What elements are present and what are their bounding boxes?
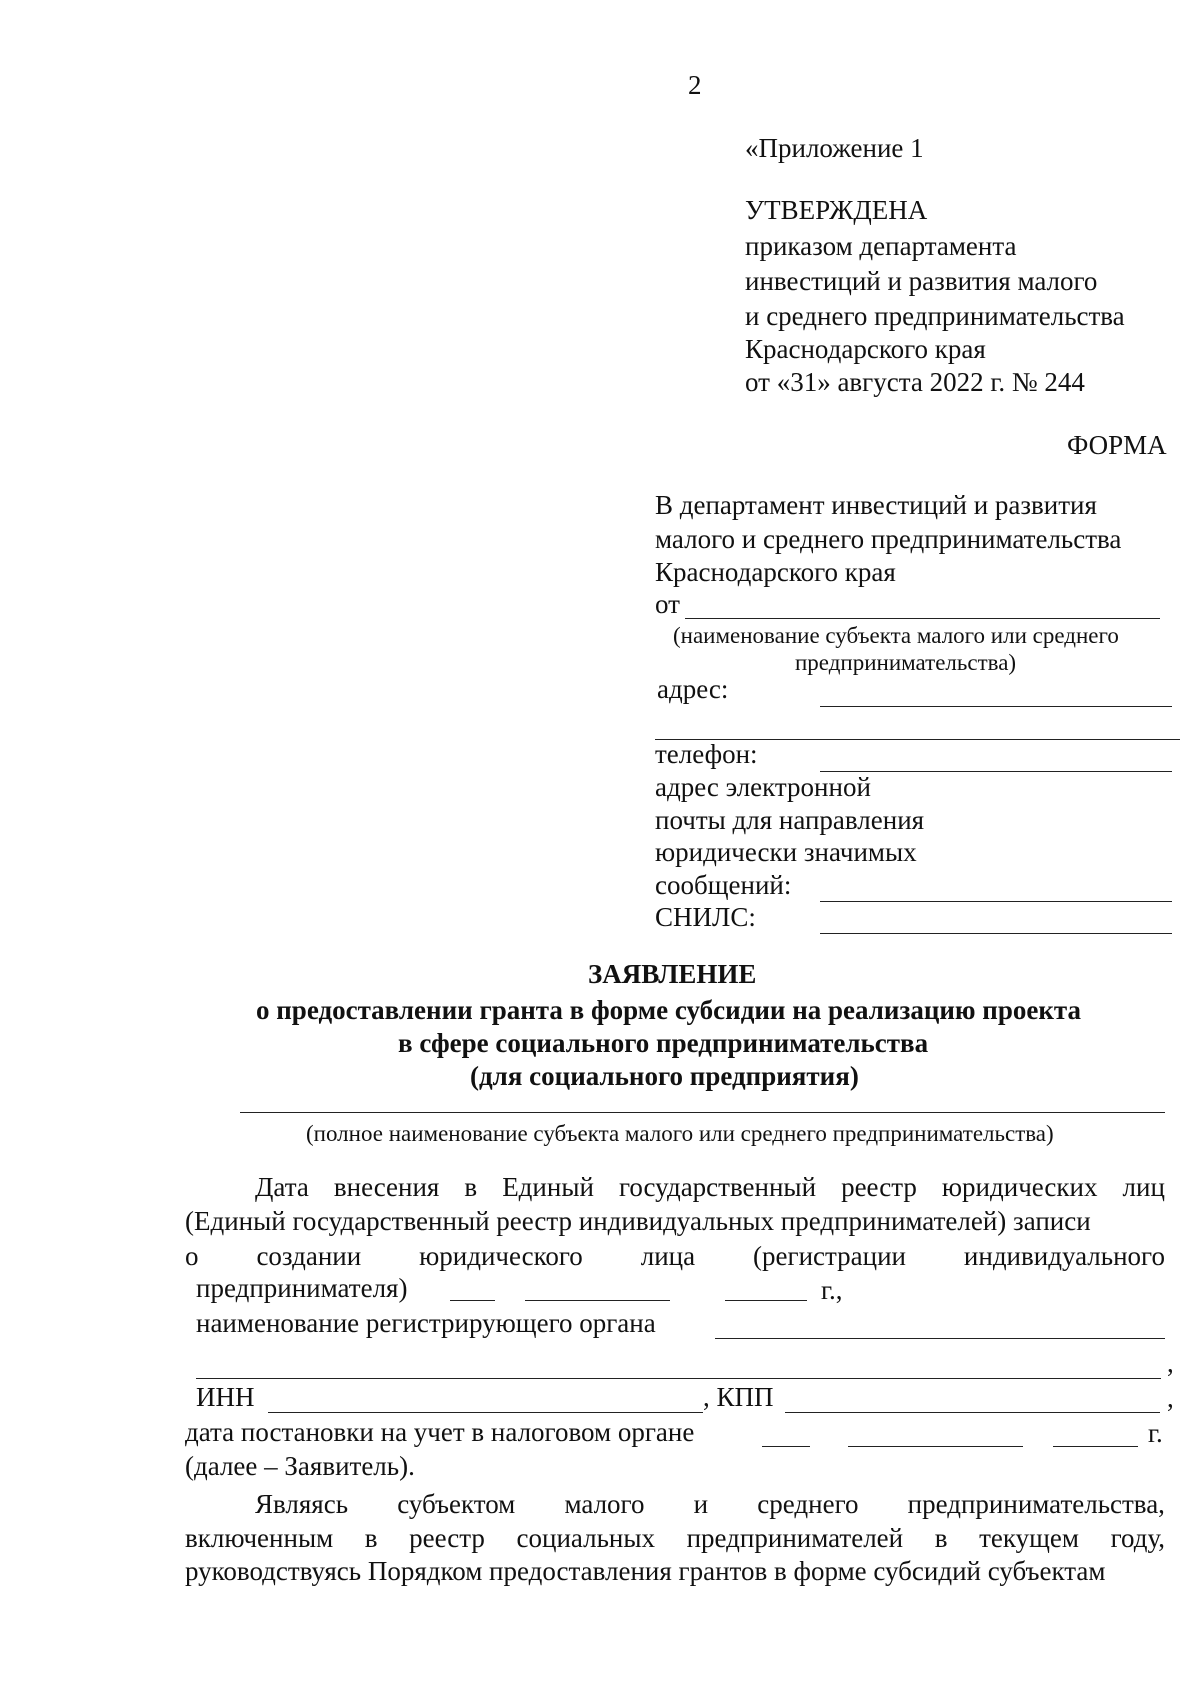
word: индивидуального [963,1241,1165,1271]
word: Являясь [255,1489,349,1519]
snils-label: СНИЛС: [655,902,756,932]
word: среднего [757,1489,859,1519]
word: Единый [502,1172,594,1202]
email-line: почты для направления [655,805,925,835]
reg-org-field[interactable] [715,1338,1165,1339]
comma: , [1167,1383,1174,1413]
document-subtitle: (для социального предприятия) [470,1061,859,1091]
applicant-note: (далее – Заявитель). [185,1451,415,1481]
appendix-label: «Приложение 1 [745,133,924,163]
kpp-field[interactable] [785,1412,1160,1413]
para-line-2 [185,1525,1165,1552]
word: в [364,1523,378,1553]
tax-year-field[interactable] [1053,1446,1138,1447]
para-line-1 [255,1491,1165,1518]
page-number: 2 [688,70,702,100]
tax-day-field[interactable] [762,1446,810,1447]
approval-line: Краснодарского края [745,334,986,364]
word: внесения [333,1172,440,1202]
reg-line-3 [185,1243,1165,1270]
reg-month-field[interactable] [525,1300,670,1301]
word: реестр [841,1172,917,1202]
inn-label: ИНН [196,1382,255,1412]
word: году, [1110,1523,1165,1553]
word: реестр [409,1523,485,1553]
from-label: от [655,589,680,619]
word: создании [256,1241,362,1271]
word: и [693,1489,709,1519]
addressee-line: В департамент инвестиций и развития [655,490,1097,520]
document-subtitle: о предоставлении гранта в форме субсидии на реализацию проекта [256,995,1082,1025]
approved-label: УТВЕРЖДЕНА [745,195,928,225]
reg-line-2: (Единый государственный реестр индивидуальных предпринимателей) записи [185,1206,1091,1236]
approval-line: от «31» августа 2022 г. № 244 [745,367,1085,397]
tax-month-field[interactable] [848,1446,1023,1447]
document-title: ЗАЯВЛЕНИЕ [588,959,757,989]
from-hint: предпринимательства) [795,650,1017,675]
form-label: ФОРМА [1067,430,1167,460]
word: предпринимательства, [907,1489,1165,1519]
reg-year-field[interactable] [725,1300,807,1301]
phone-field[interactable] [820,771,1172,772]
approval-line: и среднего предпринимательства [745,301,1125,331]
snils-field[interactable] [820,933,1172,934]
comma: , [1167,1348,1174,1378]
phone-label: телефон: [655,739,758,769]
word: Дата [255,1172,309,1202]
reg-org-field-2[interactable] [196,1378,1161,1379]
email-field[interactable] [820,901,1172,902]
from-field[interactable] [685,618,1160,619]
word: субъектом [397,1489,516,1519]
tax-date-label: дата постановки на учет в налоговом органе [185,1417,695,1447]
fullname-hint: (полное наименование субъекта малого или среднего предпринимательства) [306,1121,1054,1146]
email-line: сообщений: [655,870,792,900]
fullname-field[interactable] [240,1112,1165,1113]
word: юридических [941,1172,1098,1202]
word: лиц [1122,1172,1165,1202]
document-subtitle: в сфере социального предпринимательства [398,1028,929,1058]
word: государственный [618,1172,817,1202]
word: юридического [419,1241,583,1271]
approval-line: приказом департамента [745,231,1017,261]
address-field[interactable] [820,706,1172,707]
word: включенным [185,1523,334,1553]
reg-line-4-label: предпринимателя) [196,1273,408,1303]
word: социальных [516,1523,655,1553]
addressee-line: малого и среднего предпринимательства [655,524,1122,554]
word: о [185,1241,199,1271]
word: в [934,1523,948,1553]
addressee-line: Краснодарского края [655,557,896,587]
para-line-3: руководствуясь Порядком предоставления грантов в форме субсидий субъектам [185,1556,1106,1586]
from-hint: (наименование субъекта малого или среднего [673,623,1119,648]
word: предпринимателей [686,1523,904,1553]
word: в [464,1172,478,1202]
word: малого [564,1489,645,1519]
email-line: адрес электронной [655,772,871,802]
email-line: юридически значимых [655,837,917,867]
approval-line: инвестиций и развития малого [745,266,1098,296]
address-label: адрес: [657,674,729,704]
word: (регистрации [753,1241,906,1271]
reg-org-label: наименование регистрирующего органа [196,1308,656,1338]
word: текущем [979,1523,1079,1553]
reg-line-1 [255,1174,1165,1201]
kpp-label: , КПП [703,1382,774,1412]
year-suffix: г., [821,1275,843,1305]
reg-day-field[interactable] [450,1300,495,1301]
inn-field[interactable] [268,1412,703,1413]
word: лица [640,1241,696,1271]
year-suffix: г. [1148,1418,1163,1448]
